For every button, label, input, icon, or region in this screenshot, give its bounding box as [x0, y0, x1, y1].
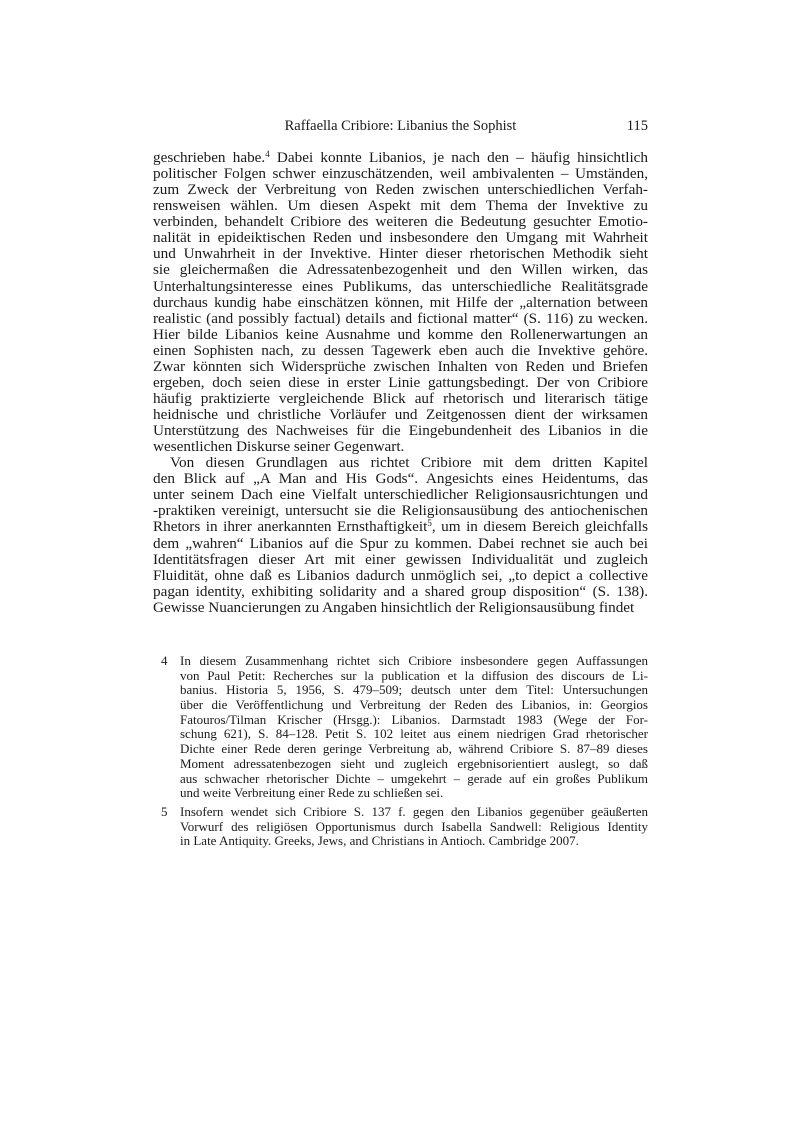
footnote-line: aus schwacher rhetorischer Dichte – umgekehrt – gerade auf ein großes Publikum [180, 770, 648, 786]
text-line: rensweisen wählen. Um diesen Aspekt mit dem Thema der Invektive zu [153, 197, 648, 215]
text-line: durchaus kundig habe einschätzen können, mit Hilfe der „alternation between [153, 293, 648, 311]
text-line: unter seinem Dach eine Vielfalt unterschiedlicher Religionsausrichtungen und [153, 486, 648, 504]
text-line: Identitätsfragen dieser Art mit einer gewissen Individualität und zugleich [153, 550, 648, 568]
text-line: dem „wahren“ Libanios auf die Spur zu kommen. Dabei rechnet sie auch bei [153, 534, 648, 552]
text-line: einen Sophisten nach, zu dessen Tagewerk eben auch die Invektive gehöre. [153, 341, 648, 359]
text-line: Von diesen Grundlagen aus richtet Cribiore mit dem dritten Kapitel [170, 454, 648, 472]
text-line: verbinden, behandelt Cribiore des weiteren die Bedeutung gesuchter Emotio- [153, 213, 648, 231]
paragraph [153, 150, 648, 455]
text-line: wesentlichen Diskurse seiner Gegenwart. [153, 438, 405, 456]
footnote-line: in Late Antiquity. Greeks, Jews, and Christians in Antioch. Cambridge 2007. [180, 833, 579, 849]
footnote-line: banius. Historia 5, 1956, S. 479–509; deutsch unter dem Titel: Untersuchungen [180, 682, 648, 698]
text-line: ergeben, doch seien diese in erster Linie gattungsbedingt. Der von Cribiore [153, 373, 648, 391]
text-line: pagan identity, exhibiting solidarity and a shared group disposition“ (S. 138). [153, 582, 648, 600]
footnote-line: Insofern wendet sich Cribiore S. 137 f. gegen den Libanios gegenüber geäußerten [180, 803, 648, 819]
footnote-line: von Paul Petit: Recherches sur la publication et la diffusion des discours de Li- [180, 667, 648, 683]
text-line: Gewisse Nuancierungen zu Angaben hinsichtlich der Religionsausübung findet [153, 598, 635, 616]
text-line: -praktiken vereinigt, untersucht sie die Religionsausübung des antiochenischen [153, 502, 648, 520]
text-line: Fluidität, ohne daß es Libanios dadurch unmöglich sei, „to depict a collective [153, 566, 648, 584]
text-line: Hier bilde Libanios keine Ausnahme und komme den Rollenerwartungen an [153, 325, 648, 343]
text-line: sie gleichermaßen die Adressatenbezogenheit und den Willen wirken, das [153, 261, 648, 279]
text-line: den Blick auf „A Man and His Gods“. Angesichts eines Heidentums, das [153, 470, 648, 488]
text-line: und Unwahrheit in der Invektive. Hinter dieser rhetorischen Methodik sieht [153, 245, 648, 263]
footnote-number: 4 [161, 653, 168, 668]
footnote-line: schung 621), S. 84–128. Petit S. 102 leitet aus einem niedrigen Grad rhetorischer [180, 726, 648, 742]
footnote-line: Dichte einer Rede deren geringe Verbreitung ab, während Cribiore S. 87–89 dieses [180, 741, 648, 757]
running-header [153, 118, 648, 136]
footnote [161, 805, 648, 849]
page-number: 115 [626, 118, 648, 134]
text-line: Unterhaltungsinteresse eines Publikums, das unterschiedliche Realitätsgrade [153, 277, 648, 295]
footnote-line: In diesem Zusammenhang richtet sich Cribiore insbesondere gegen Auffassungen [180, 653, 648, 668]
footnote-ref[interactable]: 4 [265, 149, 270, 159]
text-line: häufig praktizierte vergleichende Blick auf rhetorisch und literarisch tätige [153, 389, 648, 407]
text-line: realistic (and possibly factual) details and fictional matter“ (S. 116) zu wecken. [153, 309, 648, 327]
text-line: zum Zweck der Verbreitung von Reden zwischen unterschiedlichen Verfah- [153, 181, 648, 199]
text-line: heidnische und christliche Vorläufer und Zeitgenossen dient der wirksamen [153, 406, 648, 423]
footnote-line: Moment adressatenbezogen sieht und zugleich ergebnisorientiert auslegt, so daß [180, 755, 648, 771]
text-line: Zwar könnten sich Widersprüche zwischen Inhalten von Reden und Briefen [153, 357, 648, 375]
body-text [153, 150, 648, 616]
footnote-line: und weite Verbreitung einer Rede zu schließen sei. [180, 785, 444, 801]
footnotes [161, 654, 648, 853]
text-line: nalität in epideiktischen Reden und insbesondere den Umgang mit Wahrheit [153, 229, 648, 247]
text-line: Unterstützung des Nachweises für die Eingebundenheit des Libanios in die [153, 422, 648, 440]
footnote-ref[interactable]: 5 [427, 518, 432, 529]
text-line: Rhetors in ihrer anerkannten Ernsthaftigkeit$^5$, um in diesem Bereich gleichfalls [153, 518, 648, 536]
footnote-line: Fatouros/Tilman Krischer (Hrsgg.): Libanios. Darmstadt 1983 (Wege der For- [180, 711, 648, 727]
running-title: Raffaella Cribiore: Libanius the Sophist [284, 118, 517, 134]
footnote-line: Vorwurf des religiösen Opportunismus durch Isabella Sandwell: Religious Identity [180, 818, 648, 834]
footnote [161, 654, 648, 801]
footnote-line: über die Veröffentlichung und Verbreitung der Reden des Libanios, in: Georgios [180, 697, 648, 713]
text-line: politischer Folgen schwer einzuschätzenden, weil ambivalenten – Umständen, [153, 165, 648, 183]
paragraph [153, 455, 648, 616]
footnote-number: 5 [161, 803, 168, 819]
text-line: geschrieben habe.$^4$ Dabei konnte Libanios, je nach den – häufig hinsichtlich [153, 149, 648, 166]
